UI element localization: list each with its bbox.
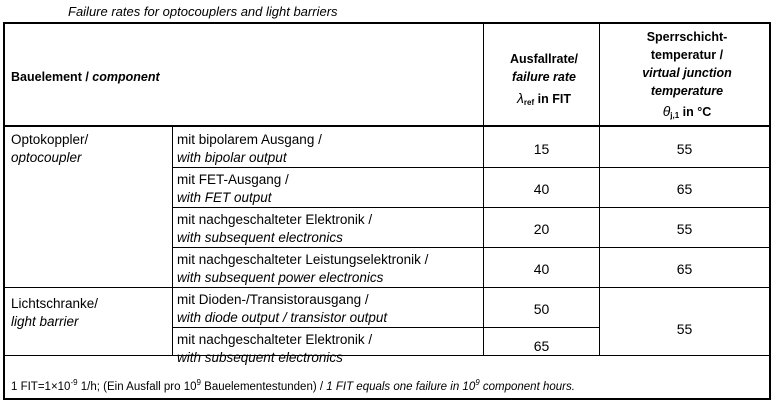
row-desc: mit nachgeschalteter Elektronik / with subsequent electronics [177, 212, 373, 245]
row-rule-3 [172, 247, 769, 248]
footer-rule [5, 355, 769, 356]
rate-value: 65 [533, 338, 550, 354]
table-footnote: 1 $FIT=1\times 10^{-9}$ 1/h; (Ein Ausfall pro $10^9$ Bauelementestunden) / 1 FIT equals one failure in $10^9$ component hours. [11, 378, 575, 393]
header-bottom-rule [5, 125, 769, 127]
row-desc: mit Dioden-/Transistorausgang / with diode output / transistor output [177, 292, 388, 325]
row-desc: mit nachgeschalteter Elektronik / with subsequent electronics [177, 332, 373, 365]
temp-value: 55 [676, 141, 693, 157]
rate-value: 40 [533, 181, 550, 197]
rate-value: 40 [533, 261, 550, 277]
group-optocoupler: Optokoppler/ optocoupler [11, 132, 89, 165]
group-rule [5, 287, 769, 288]
row-rule-5 [172, 327, 600, 328]
rate-value: 15 [533, 141, 550, 157]
rate-value: 50 [533, 301, 550, 317]
row-rule-2 [172, 207, 769, 208]
row-desc: mit nachgeschalteter Leistungselektronik / with subsequent power electronics [177, 252, 429, 285]
failure-rate-table [3, 22, 771, 400]
group-light-barrier: Lichtschranke/ light barrier [11, 296, 99, 329]
temp-value-merged: 55 [676, 321, 693, 337]
temp-value: 55 [676, 221, 693, 237]
row-rule-1 [172, 167, 600, 168]
row-desc: mit FET-Ausgang / with FET output [177, 172, 289, 205]
row-rule-1-temp [599, 167, 769, 168]
header-failure-rate: Ausfallrate/ failure rate $\lambda_{ref}$ in FIT [509, 52, 579, 107]
header-junction-temperature: Sperrschicht- temperatur / virtual junction temperature $\theta_{j,1}$ in °C [642, 30, 732, 120]
table-caption: Failure rates for optocouplers and light barriers [68, 4, 338, 19]
temp-value: 65 [676, 261, 693, 277]
rate-value: 20 [533, 221, 550, 237]
header-component: Bauelement / component [11, 70, 160, 84]
col-divider-desc [172, 127, 173, 356]
temp-value: 65 [676, 181, 693, 197]
row-desc: mit bipolarem Ausgang / with bipolar output [177, 132, 322, 165]
